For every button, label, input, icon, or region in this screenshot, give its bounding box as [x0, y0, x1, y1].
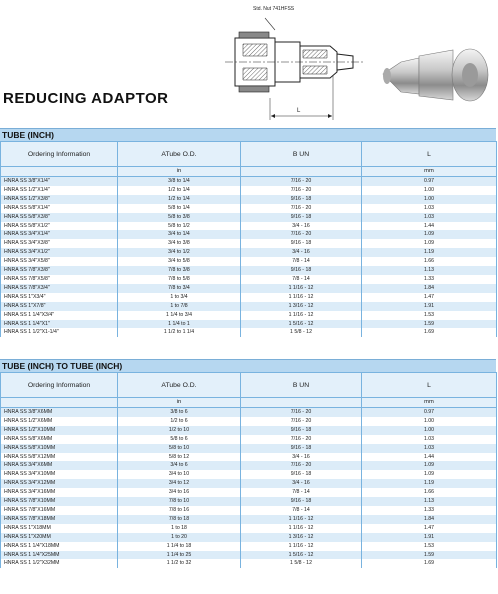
l-cell: 1.13 [362, 266, 497, 275]
table-row [1, 186, 497, 195]
a-cell: 1 1/4 to 25 [118, 551, 241, 560]
ordering-cell: HNRA SS 1/2"X6MM [1, 417, 118, 426]
l-cell: 1.03 [362, 213, 497, 222]
section-title: TUBE (INCH) [0, 128, 496, 141]
b-cell: 3/4 - 16 [241, 248, 362, 257]
header-l: L [362, 142, 497, 167]
table-row [1, 533, 497, 542]
a-cell: 1/2 to 1/4 [118, 195, 241, 204]
l-cell: 1.69 [362, 559, 497, 568]
l-cell: 1.03 [362, 435, 497, 444]
b-cell: 1 5/8 - 12 [241, 328, 362, 337]
b-cell: 7/16 - 20 [241, 204, 362, 213]
ordering-cell: HNRA SS 1 1/4"X1" [1, 320, 118, 329]
ordering-cell: HNRA SS 3/4"X1/2" [1, 248, 118, 257]
l-cell: 1.69 [362, 328, 497, 337]
l-cell: 1.09 [362, 230, 497, 239]
table-row [1, 195, 497, 204]
table-units-row [1, 398, 497, 408]
ordering-cell: HNRA SS 5/8"X12MM [1, 453, 118, 462]
b-cell: 7/16 - 20 [241, 417, 362, 426]
b-cell: 9/16 - 18 [241, 195, 362, 204]
a-cell: 3/8 to 1/4 [118, 177, 241, 186]
b-cell: 1 1/16 - 12 [241, 515, 362, 524]
a-cell: 7/8 to 3/4 [118, 284, 241, 293]
a-cell: 7/8 to 3/8 [118, 266, 241, 275]
ordering-cell: HNRA SS 1 1/4"X25MM [1, 551, 118, 560]
ordering-cell: HNRA SS 1/2"X10MM [1, 426, 118, 435]
b-cell: 1 1/16 - 12 [241, 542, 362, 551]
header-ordering: Ordering Information [1, 373, 118, 398]
table-row [1, 551, 497, 560]
a-cell: 1 1/2 to 32 [118, 559, 241, 568]
table-row [1, 453, 497, 462]
ordering-cell: HNRA SS 1/2"X1/4" [1, 186, 118, 195]
a-cell: 3/4 to 5/8 [118, 257, 241, 266]
table-row [1, 435, 497, 444]
table-row [1, 204, 497, 213]
b-cell: 7/16 - 20 [241, 177, 362, 186]
a-cell: 5/8 to 1/4 [118, 204, 241, 213]
table-row [1, 320, 497, 329]
b-cell: 9/16 - 18 [241, 444, 362, 453]
a-cell: 5/8 to 3/8 [118, 213, 241, 222]
spec-table [0, 141, 497, 337]
ordering-cell: HNRA SS 3/8"X6MM [1, 408, 118, 417]
a-cell: 1/2 to 1/4 [118, 186, 241, 195]
a-cell: 7/8 to 16 [118, 506, 241, 515]
spec-table [0, 372, 497, 568]
a-cell: 1 1/4 to 1 [118, 320, 241, 329]
unit-mm: mm [362, 398, 497, 408]
l-cell: 1.00 [362, 417, 497, 426]
table-row [1, 426, 497, 435]
table-row [1, 284, 497, 293]
l-cell: 1.09 [362, 239, 497, 248]
ordering-cell: HNRA SS 3/4"X6MM [1, 461, 118, 470]
page-title: REDUCING ADAPTOR [3, 90, 169, 107]
table-row [1, 461, 497, 470]
b-cell: 1 3/16 - 12 [241, 302, 362, 311]
a-cell: 1 to 18 [118, 524, 241, 533]
table-row [1, 248, 497, 257]
b-cell: 7/8 - 14 [241, 488, 362, 497]
header-b: B UN [241, 373, 362, 398]
a-cell: 3/4 to 3/8 [118, 239, 241, 248]
table-row [1, 257, 497, 266]
ordering-cell: HNRA SS 5/8"X1/4" [1, 204, 118, 213]
a-cell: 7/8 to 10 [118, 497, 241, 506]
l-cell: 0.97 [362, 408, 497, 417]
l-cell: 1.33 [362, 506, 497, 515]
ordering-cell: HNRA SS 1 1/4"X3/4" [1, 311, 118, 320]
table-row [1, 275, 497, 284]
l-cell: 1.03 [362, 444, 497, 453]
l-cell: 1.13 [362, 497, 497, 506]
b-cell: 1 5/8 - 12 [241, 559, 362, 568]
table-header-row [1, 373, 497, 398]
l-cell: 1.91 [362, 533, 497, 542]
ordering-cell: HNRA SS 1"X3/4" [1, 293, 118, 302]
ordering-cell: HNRA SS 1 1/2"X32MM [1, 559, 118, 568]
l-cell: 1.44 [362, 222, 497, 231]
ordering-cell: HNRA SS 5/8"X10MM [1, 444, 118, 453]
b-cell: 9/16 - 18 [241, 213, 362, 222]
b-cell: 9/16 - 18 [241, 497, 362, 506]
ordering-cell: HNRA SS 1 1/2"X1-1/4" [1, 328, 118, 337]
table-row [1, 515, 497, 524]
section-tube-to-tube [0, 359, 496, 568]
l-cell: 1.59 [362, 320, 497, 329]
l-cell: 1.84 [362, 515, 497, 524]
ordering-cell: HNRA SS 7/8"X5/8" [1, 275, 118, 284]
l-cell: 1.33 [362, 275, 497, 284]
l-cell: 1.09 [362, 461, 497, 470]
header-b: B UN [241, 142, 362, 167]
ordering-cell: HNRA SS 3/8"X1/4" [1, 177, 118, 186]
unit-mm: mm [362, 167, 497, 177]
a-cell: 1 1/2 to 1 1/4 [118, 328, 241, 337]
table-row [1, 479, 497, 488]
ordering-cell: HNRA SS 3/4"X10MM [1, 470, 118, 479]
a-cell: 7/8 to 5/8 [118, 275, 241, 284]
technical-drawing [225, 16, 370, 122]
l-cell: 1.09 [362, 470, 497, 479]
l-cell: 0.97 [362, 177, 497, 186]
ordering-cell: HNRA SS 7/8"X3/4" [1, 284, 118, 293]
table-row [1, 470, 497, 479]
ordering-cell: HNRA SS 7/8"X10MM [1, 497, 118, 506]
ordering-cell: HNRA SS 1 1/4"X18MM [1, 542, 118, 551]
length-label: L [297, 108, 301, 114]
table-row [1, 542, 497, 551]
l-cell: 1.84 [362, 284, 497, 293]
a-cell: 1 to 20 [118, 533, 241, 542]
l-cell: 1.66 [362, 488, 497, 497]
ordering-cell: HNRA SS 7/8"X18MM [1, 515, 118, 524]
header-a: ATube O.D. [118, 142, 241, 167]
drawing-note: Std. Nut 741HFSS [253, 6, 295, 12]
l-cell: 1.59 [362, 551, 497, 560]
l-cell: 1.44 [362, 453, 497, 462]
a-cell: 1 to 7/8 [118, 302, 241, 311]
unit-in: in [118, 398, 241, 408]
a-cell: 1 1/4 to 3/4 [118, 311, 241, 320]
header-ordering: Ordering Information [1, 142, 118, 167]
table-row [1, 293, 497, 302]
ordering-cell: HNRA SS 5/8"X3/8" [1, 213, 118, 222]
ordering-cell: HNRA SS 3/4"X16MM [1, 488, 118, 497]
table-row [1, 328, 497, 337]
table-row [1, 239, 497, 248]
a-cell: 3/4 to 16 [118, 488, 241, 497]
table-row [1, 506, 497, 515]
ordering-cell: HNRA SS 3/4"X12MM [1, 479, 118, 488]
table-row [1, 213, 497, 222]
a-cell: 1/2 to 10 [118, 426, 241, 435]
ordering-cell: HNRA SS 1"X18MM [1, 524, 118, 533]
a-cell: 3/4 to 12 [118, 479, 241, 488]
table-row [1, 266, 497, 275]
a-cell: 3/4 to 10 [118, 470, 241, 479]
table-row [1, 488, 497, 497]
b-cell: 7/16 - 20 [241, 461, 362, 470]
b-cell: 9/16 - 18 [241, 239, 362, 248]
b-cell: 3/4 - 16 [241, 479, 362, 488]
l-cell: 1.00 [362, 426, 497, 435]
a-cell: 5/8 to 1/2 [118, 222, 241, 231]
b-cell: 1 3/16 - 12 [241, 533, 362, 542]
l-cell: 1.53 [362, 311, 497, 320]
section-tube-inch [0, 128, 496, 337]
b-cell: 7/8 - 14 [241, 257, 362, 266]
b-cell: 7/8 - 14 [241, 275, 362, 284]
a-cell: 7/8 to 18 [118, 515, 241, 524]
table-row [1, 497, 497, 506]
l-cell: 1.19 [362, 479, 497, 488]
fitting-photo [375, 40, 493, 110]
ordering-cell: HNRA SS 1"X7/8" [1, 302, 118, 311]
b-cell: 1 1/16 - 12 [241, 524, 362, 533]
b-cell: 7/16 - 20 [241, 408, 362, 417]
ordering-cell: HNRA SS 5/8"X1/2" [1, 222, 118, 231]
a-cell: 1 to 3/4 [118, 293, 241, 302]
table-units-row [1, 167, 497, 177]
a-cell: 3/4 to 1/2 [118, 248, 241, 257]
b-cell: 1 1/16 - 12 [241, 293, 362, 302]
b-cell: 7/8 - 14 [241, 506, 362, 515]
table-row [1, 177, 497, 186]
ordering-cell: HNRA SS 7/8"X16MM [1, 506, 118, 515]
l-cell: 1.66 [362, 257, 497, 266]
table-header-row [1, 142, 497, 167]
b-cell: 7/16 - 20 [241, 186, 362, 195]
table-row [1, 444, 497, 453]
table-row [1, 311, 497, 320]
table-row [1, 222, 497, 231]
a-cell: 5/8 to 6 [118, 435, 241, 444]
b-cell: 7/16 - 20 [241, 230, 362, 239]
l-cell: 1.47 [362, 293, 497, 302]
a-cell: 5/8 to 10 [118, 444, 241, 453]
l-cell: 1.91 [362, 302, 497, 311]
ordering-cell: HNRA SS 3/4"X3/8" [1, 239, 118, 248]
l-cell: 1.00 [362, 186, 497, 195]
ordering-cell: HNRA SS 1/2"X3/8" [1, 195, 118, 204]
b-cell: 7/16 - 20 [241, 435, 362, 444]
b-cell: 1 1/16 - 12 [241, 284, 362, 293]
a-cell: 1 1/4 to 18 [118, 542, 241, 551]
ordering-cell: HNRA SS 3/4"X1/4" [1, 230, 118, 239]
unit-in: in [118, 167, 241, 177]
product-header [0, 0, 498, 128]
ordering-cell: HNRA SS 5/8"X6MM [1, 435, 118, 444]
b-cell: 3/4 - 16 [241, 222, 362, 231]
a-cell: 1/2 to 6 [118, 417, 241, 426]
table-row [1, 559, 497, 568]
a-cell: 3/4 to 1/4 [118, 230, 241, 239]
a-cell: 3/4 to 6 [118, 461, 241, 470]
b-cell: 9/16 - 18 [241, 470, 362, 479]
b-cell: 1 5/16 - 12 [241, 551, 362, 560]
table-row [1, 408, 497, 417]
l-cell: 1.53 [362, 542, 497, 551]
l-cell: 1.47 [362, 524, 497, 533]
ordering-cell: HNRA SS 1"X20MM [1, 533, 118, 542]
a-cell: 3/8 to 6 [118, 408, 241, 417]
header-a: ATube O.D. [118, 373, 241, 398]
table-row [1, 417, 497, 426]
b-cell: 1 5/16 - 12 [241, 320, 362, 329]
b-cell: 9/16 - 18 [241, 266, 362, 275]
a-cell: 5/8 to 12 [118, 453, 241, 462]
table-row [1, 524, 497, 533]
b-cell: 9/16 - 18 [241, 426, 362, 435]
section-title: TUBE (INCH) TO TUBE (INCH) [0, 359, 496, 372]
table-row [1, 302, 497, 311]
table-row [1, 230, 497, 239]
ordering-cell: HNRA SS 3/4"X5/8" [1, 257, 118, 266]
l-cell: 1.00 [362, 195, 497, 204]
header-l: L [362, 373, 497, 398]
ordering-cell: HNRA SS 7/8"X3/8" [1, 266, 118, 275]
l-cell: 1.19 [362, 248, 497, 257]
b-cell: 1 1/16 - 12 [241, 311, 362, 320]
b-cell: 3/4 - 16 [241, 453, 362, 462]
l-cell: 1.03 [362, 204, 497, 213]
